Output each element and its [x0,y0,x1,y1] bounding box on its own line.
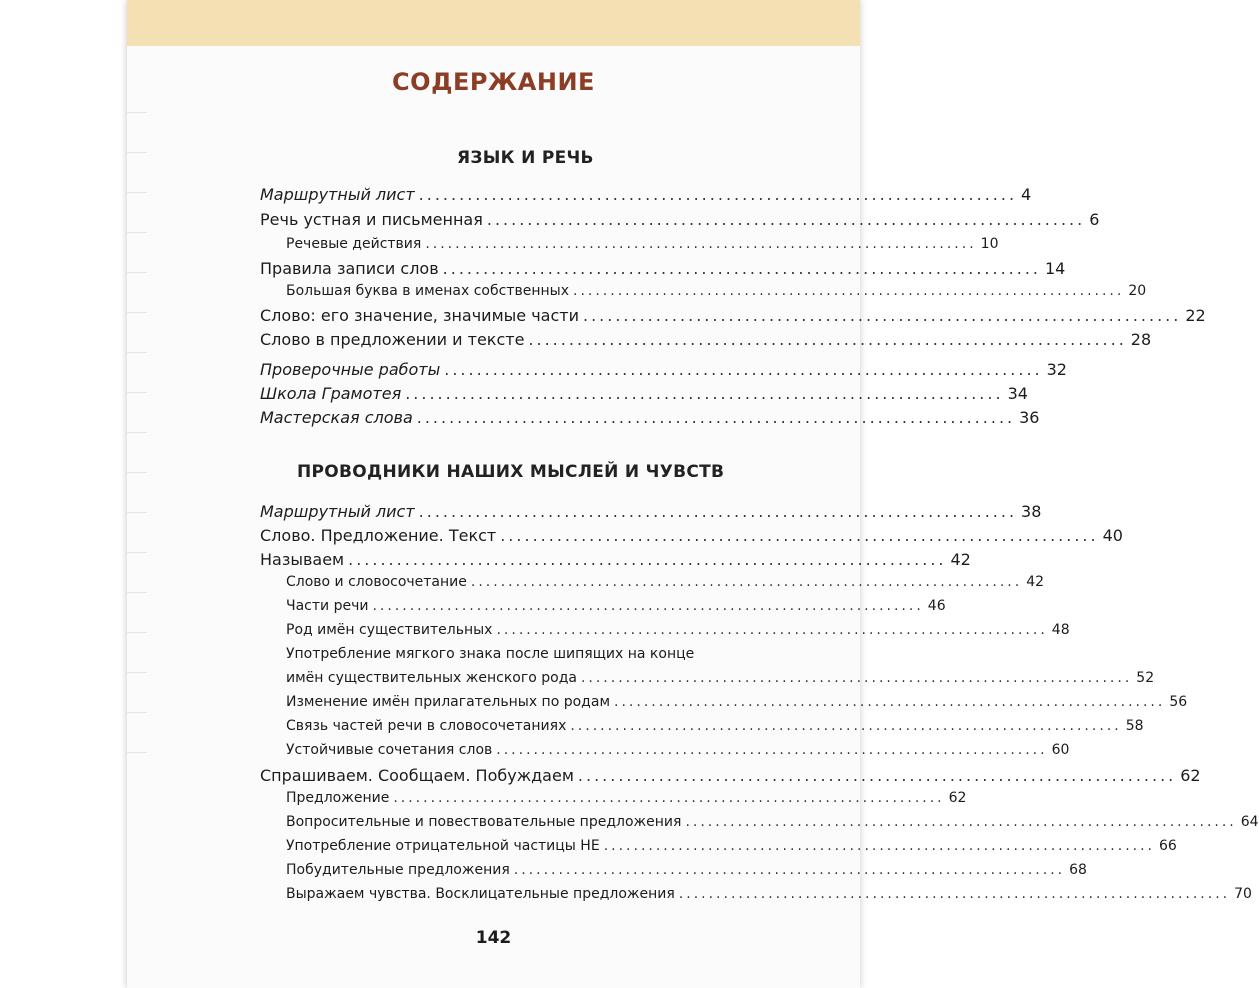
toc-entry[interactable]: Выражаем чувства. Восклицательные предложения .......................................................................... 70 [286,886,1252,902]
book-page [127,0,1259,988]
toc-entry[interactable]: Большая буква в именах собственных .......................................................................... 20 [286,283,1147,299]
toc-entry[interactable]: имён существительных женского рода .......................................................................... 52 [286,670,1155,686]
toc-entry[interactable]: Вопросительные и повествовательные предложения .......................................................................... 64 [286,814,1259,830]
top-color-band [127,0,860,46]
toc-entry[interactable]: Правила записи слов .......................................................................... 14 [260,259,1066,278]
toc-entry[interactable]: Изменение имён прилагательных по родам .......................................................................... 56 [286,694,1188,710]
toc-entry[interactable]: Слово: его значение, значимые части .......................................................................... 22 [260,306,1206,325]
toc-entry[interactable]: Называем .......................................................................... 42 [260,550,971,569]
toc-entry[interactable]: Маршрутный лист .......................................................................... 38 [260,502,1042,521]
toc-entry[interactable]: Связь частей речи в словосочетаниях .......................................................................... 58 [286,718,1144,734]
toc-entry[interactable]: Школа Грамотея .......................................................................... 34 [260,384,1028,403]
toc-entry[interactable]: Предложение .......................................................................... 62 [286,790,967,806]
toc-entry[interactable]: Употребление мягкого знака после шипящих на конце [286,646,695,662]
toc-entry[interactable]: Слово и словосочетание .......................................................................... 42 [286,574,1045,590]
page-title: СОДЕРЖАНИЕ [392,68,595,96]
toc-entry[interactable]: Слово в предложении и тексте .......................................................................... 28 [260,330,1152,349]
section-title-language: ЯЗЫК И РЕЧЬ [457,148,594,168]
toc-entry[interactable]: Речевые действия .......................................................................... 10 [286,236,999,252]
toc-entry[interactable]: Речь устная и письменная .......................................................................... 6 [260,210,1100,229]
toc-entry[interactable]: Маршрутный лист .......................................................................... 4 [260,185,1032,204]
toc-entry[interactable]: Проверочные работы .......................................................................... 32 [260,360,1067,379]
toc-entry[interactable]: Слово. Предложение. Текст .......................................................................... 40 [260,526,1123,545]
toc-entry[interactable]: Спрашиваем. Сообщаем. Побуждаем .......................................................................... 62 [260,766,1201,785]
page-number: 142 [475,928,512,948]
toc-entry[interactable]: Род имён существительных .......................................................................... 48 [286,622,1070,638]
toc-entry[interactable]: Побудительные предложения .......................................................................... 68 [286,862,1087,878]
section-title-conductors: ПРОВОДНИКИ НАШИХ МЫСЛЕЙ И ЧУВСТВ [297,462,725,482]
toc-entry[interactable]: Части речи .......................................................................... 46 [286,598,946,614]
toc-entry[interactable]: Употребление отрицательной частицы НЕ .......................................................................... 66 [286,838,1177,854]
toc-entry[interactable]: Устойчивые сочетания слов .......................................................................... 60 [286,742,1070,758]
toc-entry[interactable]: Мастерская слова .......................................................................... 36 [260,408,1040,427]
